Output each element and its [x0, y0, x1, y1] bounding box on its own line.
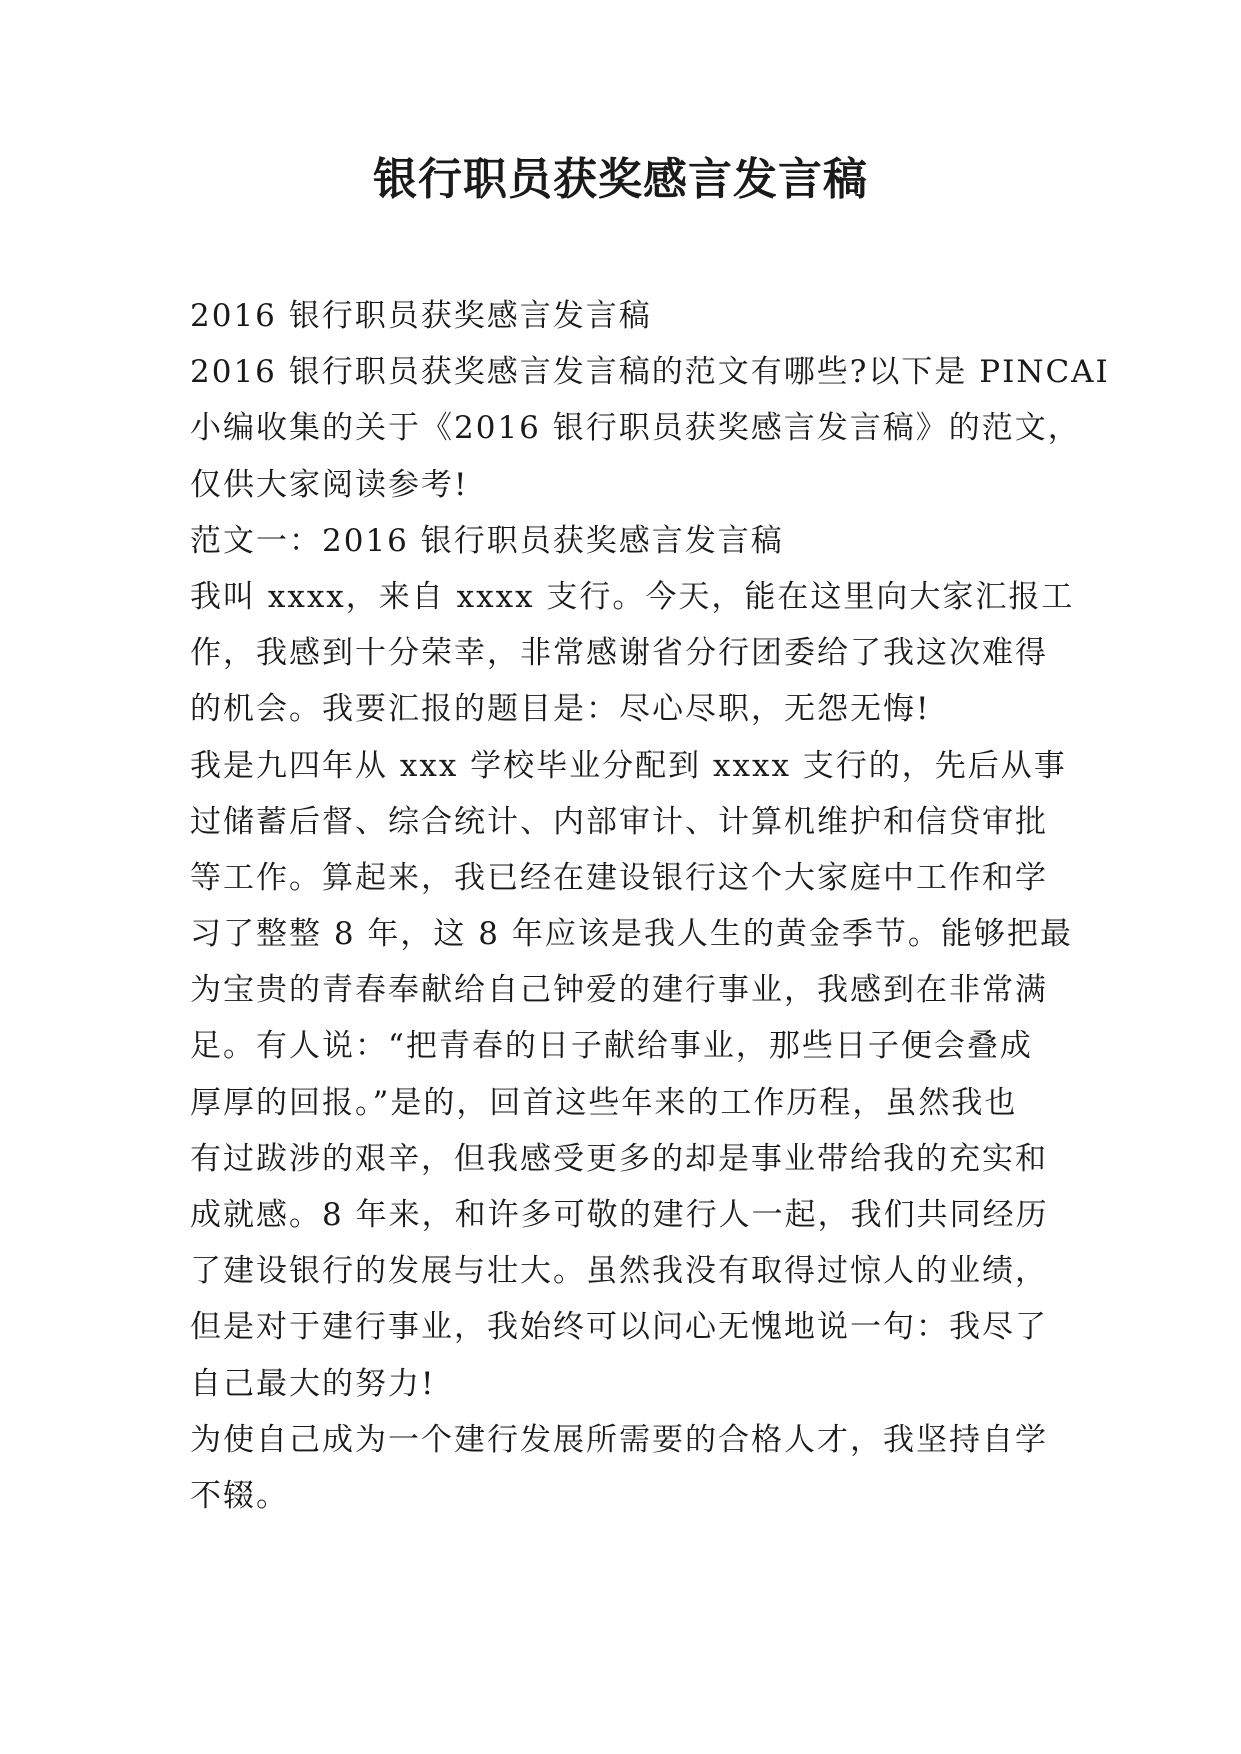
- paragraph-line: 的机会。我要汇报的题目是：尽心尽职，无怨无悔!: [190, 691, 931, 728]
- paragraph-line: 有过跋涉的艰辛，但我感受更多的却是事业带给我的充实和: [190, 1140, 1048, 1177]
- section-heading: 范文一：2016 银行职员获奖感言发言稿: [190, 522, 784, 559]
- paragraph-line: 为宝贵的青春奉献给自己钟爱的建行事业，我感到在非常满: [190, 972, 1048, 1009]
- intro-line-1: 2016 银行职员获奖感言发言稿的范文有哪些?以下是 PINCAI: [190, 354, 1110, 391]
- paragraph-line: 不辍。: [190, 1477, 289, 1514]
- paragraph-line: 为使自己成为一个建行发展所需要的合格人才，我坚持自学: [190, 1421, 1048, 1458]
- intro-line-3: 仅供大家阅读参考!: [190, 466, 469, 503]
- paragraph-line: 厚厚的回报。”是的，回首这些年来的工作历程，虽然我也: [190, 1084, 1018, 1121]
- paragraph-line: 了建设银行的发展与壮大。虽然我没有取得过惊人的业绩，: [190, 1253, 1048, 1290]
- paragraph-line: 等工作。算起来，我已经在建设银行这个大家庭中工作和学: [190, 859, 1048, 896]
- paragraph-line: 我是九四年从 xxx 学校毕业分配到 xxxx 支行的，先后从事: [190, 747, 1067, 784]
- paragraph-line: 足。有人说：“把青春的日子献给事业，那些日子便会叠成: [190, 1028, 1033, 1065]
- paragraph-line: 习了整整 8 年，这 8 年应该是我人生的黄金季节。能够把最: [190, 916, 1073, 953]
- subtitle-line: 2016 银行职员获奖感言发言稿: [190, 298, 652, 334]
- paragraph-line: 我叫 xxxx，来自 xxxx 支行。今天，能在这里向大家汇报工: [190, 578, 1075, 615]
- document-title: 银行职员获奖感言发言稿: [373, 154, 868, 205]
- intro-line-2: 小编收集的关于《2016 银行职员获奖感言发言稿》的范文，: [190, 410, 1081, 447]
- paragraph-line: 自己最大的努力!: [190, 1365, 436, 1402]
- paragraph-line: 成就感。8 年来，和许多可敬的建行人一起，我们共同经历: [190, 1197, 1049, 1233]
- paragraph-line: 但是对于建行事业，我始终可以问心无愧地说一句：我尽了: [190, 1309, 1048, 1346]
- document-body: [190, 288, 1110, 1524]
- paragraph-line: 过储蓄后督、综合统计、内部审计、计算机维护和信贷审批: [190, 803, 1048, 840]
- paragraph-line: 作，我感到十分荣幸，非常感谢省分行团委给了我这次难得: [190, 635, 1048, 672]
